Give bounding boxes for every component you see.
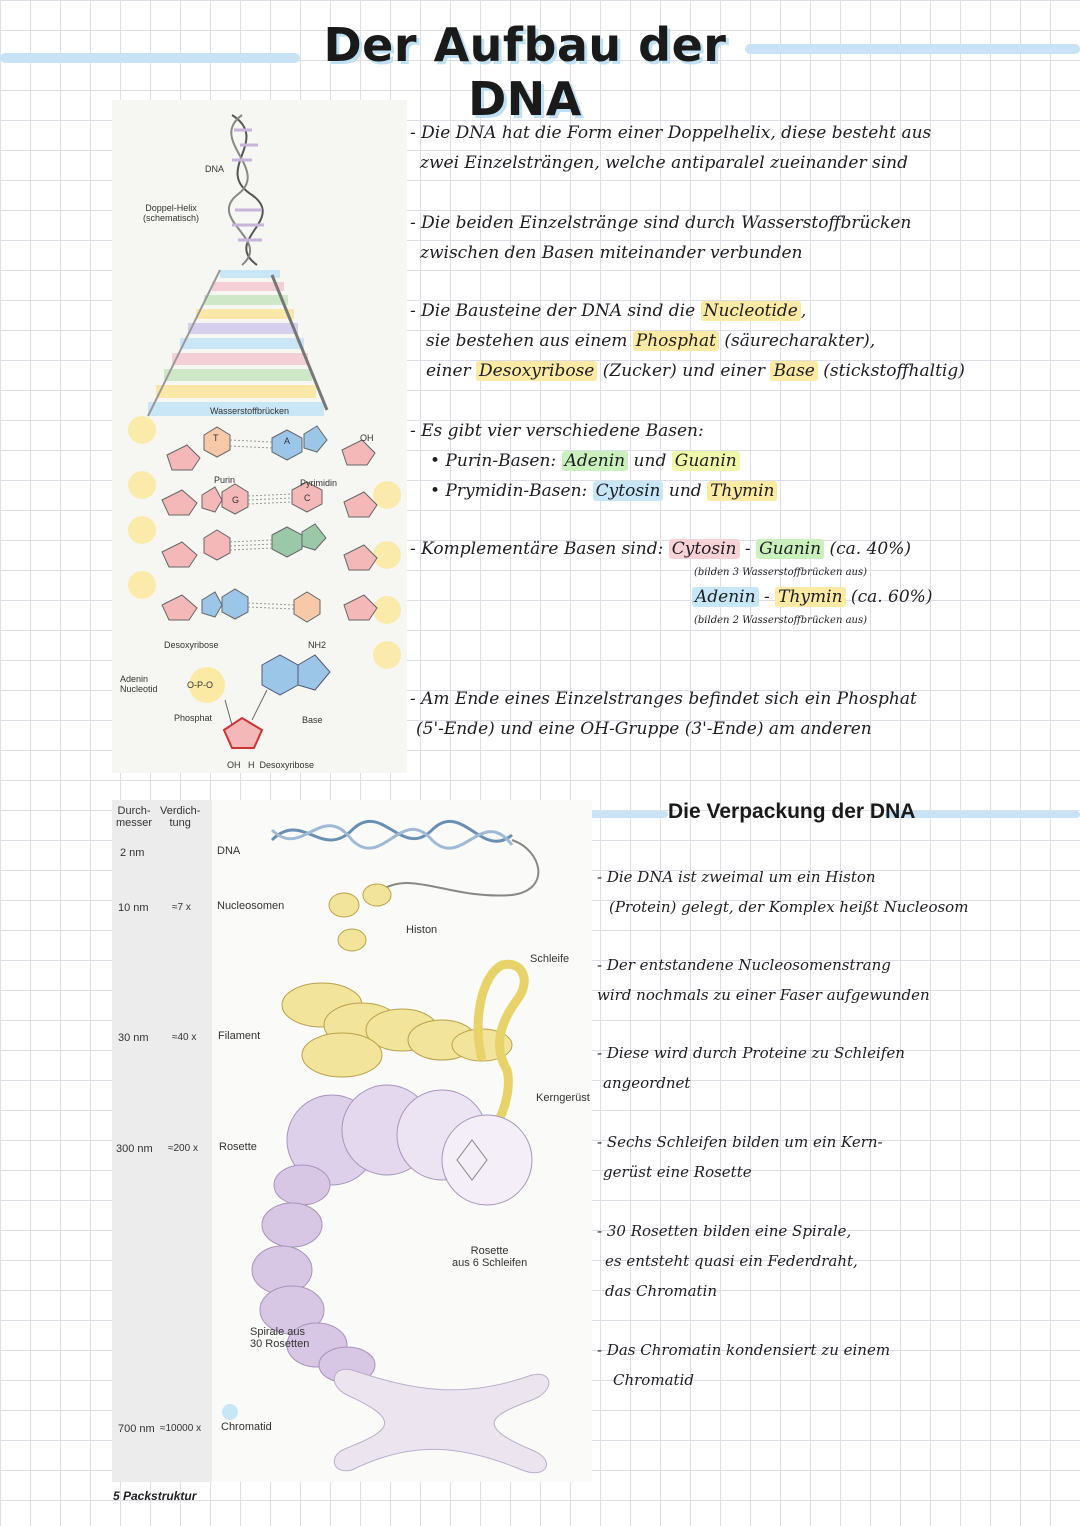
note-faser: - Der entstandene Nucleosomenstrang wird nochmals zu einer Faser aufgewunden: [597, 956, 930, 1004]
term-thymin-pair: Thymin: [775, 587, 845, 607]
compaction-header: Verdich- tung: [160, 805, 201, 829]
row-rosette-name: Rosette: [219, 1141, 257, 1153]
term-adenin: Adenin: [562, 451, 629, 471]
note-histon: - Die DNA ist zweimal um ein Histon (Protein) gelegt, der Komplex heißt Nucleosom: [597, 868, 969, 916]
schleife-label: Schleife: [530, 953, 570, 965]
note-enden: - Am Ende eines Einzelstranges befindet sich ein Phosphat (5'-Ende) und eine OH-Gruppe (3'-Ende) am anderen: [410, 689, 917, 739]
desoxyribose-bottom-label: OH H Desoxyribose: [227, 760, 315, 770]
hbond-label: Wasserstoffbrücken: [210, 406, 290, 416]
dna-label: DNA: [205, 164, 225, 174]
title-underline-left: [0, 53, 300, 63]
row-rosette-verd: ≈200 x: [168, 1143, 198, 1154]
double-helix-icon: [148, 115, 327, 416]
term-cytosin-pair: Cytosin: [669, 539, 740, 559]
note-schleifen: - Diese wird durch Proteine zu Schleifen angeordnet: [597, 1044, 905, 1092]
rosette-caption-label: Rosette aus 6 Schleifen: [452, 1245, 528, 1269]
row-filament-verd: ≈40 x: [172, 1032, 197, 1043]
note-rosette: - Sechs Schleifen bilden um ein Kern- gerüst eine Rosette: [597, 1133, 883, 1181]
row-chromatid-verd: ≈10000 x: [160, 1423, 202, 1434]
nh2-label: NH2: [308, 640, 327, 650]
row-filament-name: Filament: [218, 1030, 261, 1042]
term-adenin-pair: Adenin: [692, 587, 759, 607]
term-guanin-pair: Guanin: [756, 539, 824, 559]
note-basen: - Es gibt vier verschiedene Basen: • Purin-Basen: Adenin und Guanin • Prymidin-Basen: Cytosin und Thymin: [410, 416, 777, 506]
title-underline-right: [745, 44, 1080, 54]
nucleosome-icon: [329, 884, 391, 951]
histon-label: Histon: [406, 924, 438, 936]
spiral-icon: [252, 1165, 375, 1383]
row-nucleosome-name: Nucleosomen: [217, 900, 285, 912]
term-base: Base: [770, 361, 817, 381]
note-spirale: - 30 Rosetten bilden eine Spirale, es entsteht quasi ein Federdraht, das Chromatin: [597, 1222, 858, 1300]
phosphate-group-label: O-P-O: [187, 680, 213, 690]
term-guanin: Guanin: [672, 451, 740, 471]
term-phosphat: Phosphat: [633, 331, 719, 351]
chromatid-icon: [334, 1369, 549, 1473]
row-filament-diam: 30 nm: [118, 1032, 149, 1044]
figure-caption: 5 Packstruktur: [113, 1489, 197, 1503]
row-chromatid-diam: 700 nm: [118, 1423, 155, 1435]
note-komplementaer: - Komplementäre Basen sind: Cytosin - Guanin (ca. 40%) (bilden 3 Wasserstoffbrücken aus) Adenin - Thymin (ca. 60%) (bilden 2 Wasserstoffbrücken aus): [410, 539, 933, 626]
desoxyribose-label: Desoxyribose: [164, 640, 219, 650]
row-nucleosome-diam: 10 nm: [118, 902, 149, 914]
row-rosette-diam: 300 nm: [116, 1143, 153, 1155]
page-title: Der Aufbau der DNA: [323, 18, 727, 126]
term-nucleotide: Nucleotide: [701, 301, 801, 321]
dna-helix-icon: [272, 821, 538, 895]
note-bausteine: - Die Bausteine der DNA sind die Nucleotide , sie bestehen aus einem Phosphat (säurecharakter), einer Desoxyribose (Zucker) und einer Base (stickstoffhaltig): [410, 301, 965, 381]
dna-structure-figure: [112, 100, 407, 773]
base-a: A: [284, 436, 291, 446]
diameter-header: Durch- messer: [116, 805, 153, 829]
term-desoxyribose: Desoxyribose: [476, 361, 597, 381]
row-dna-diam: 2 nm: [120, 847, 145, 859]
spirale-caption-label: Spirale aus 30 Rosetten: [250, 1326, 310, 1350]
section2-title: Die Verpackung der DNA: [668, 800, 916, 823]
base-t: T: [213, 433, 219, 443]
base-c: C: [304, 493, 311, 503]
row-chromatid-name: Chromatid: [221, 1421, 272, 1433]
base-label: Base: [302, 715, 323, 725]
phosphat-label: Phosphat: [174, 713, 213, 723]
term-thymin: Thymin: [707, 481, 777, 501]
base-g: G: [232, 495, 240, 505]
purin-label: Purin: [214, 475, 236, 485]
oh-label: OH: [360, 433, 374, 443]
row-nucleosome-verd: ≈7 x: [172, 902, 191, 913]
row-dna-name: DNA: [217, 845, 241, 857]
note-wasserstoffbruecken: - Die beiden Einzelstränge sind durch Wasserstoffbrücken zwischen den Basen miteinander verbunden: [410, 213, 912, 263]
nucleotid-label: Adenin Nucleotid: [120, 674, 158, 694]
note-chromatid: - Das Chromatin kondensiert zu einem Chromatid: [597, 1341, 891, 1389]
note-doppelhelix: - Die DNA hat die Form einer Doppelhelix, diese besteht aus zwei Einzelsträngen, welche antiparalel zueinander sind: [410, 123, 932, 173]
kerngeruest-label: Kerngerüst: [536, 1092, 590, 1104]
base-pairing-diagram: [128, 416, 401, 748]
helix-label: Doppel-Helix (schematisch): [142, 203, 199, 223]
term-cytosin: Cytosin: [593, 481, 664, 501]
section2-underline-left: [588, 811, 668, 818]
pyrimidin-label: Pyrimidin: [300, 478, 338, 488]
